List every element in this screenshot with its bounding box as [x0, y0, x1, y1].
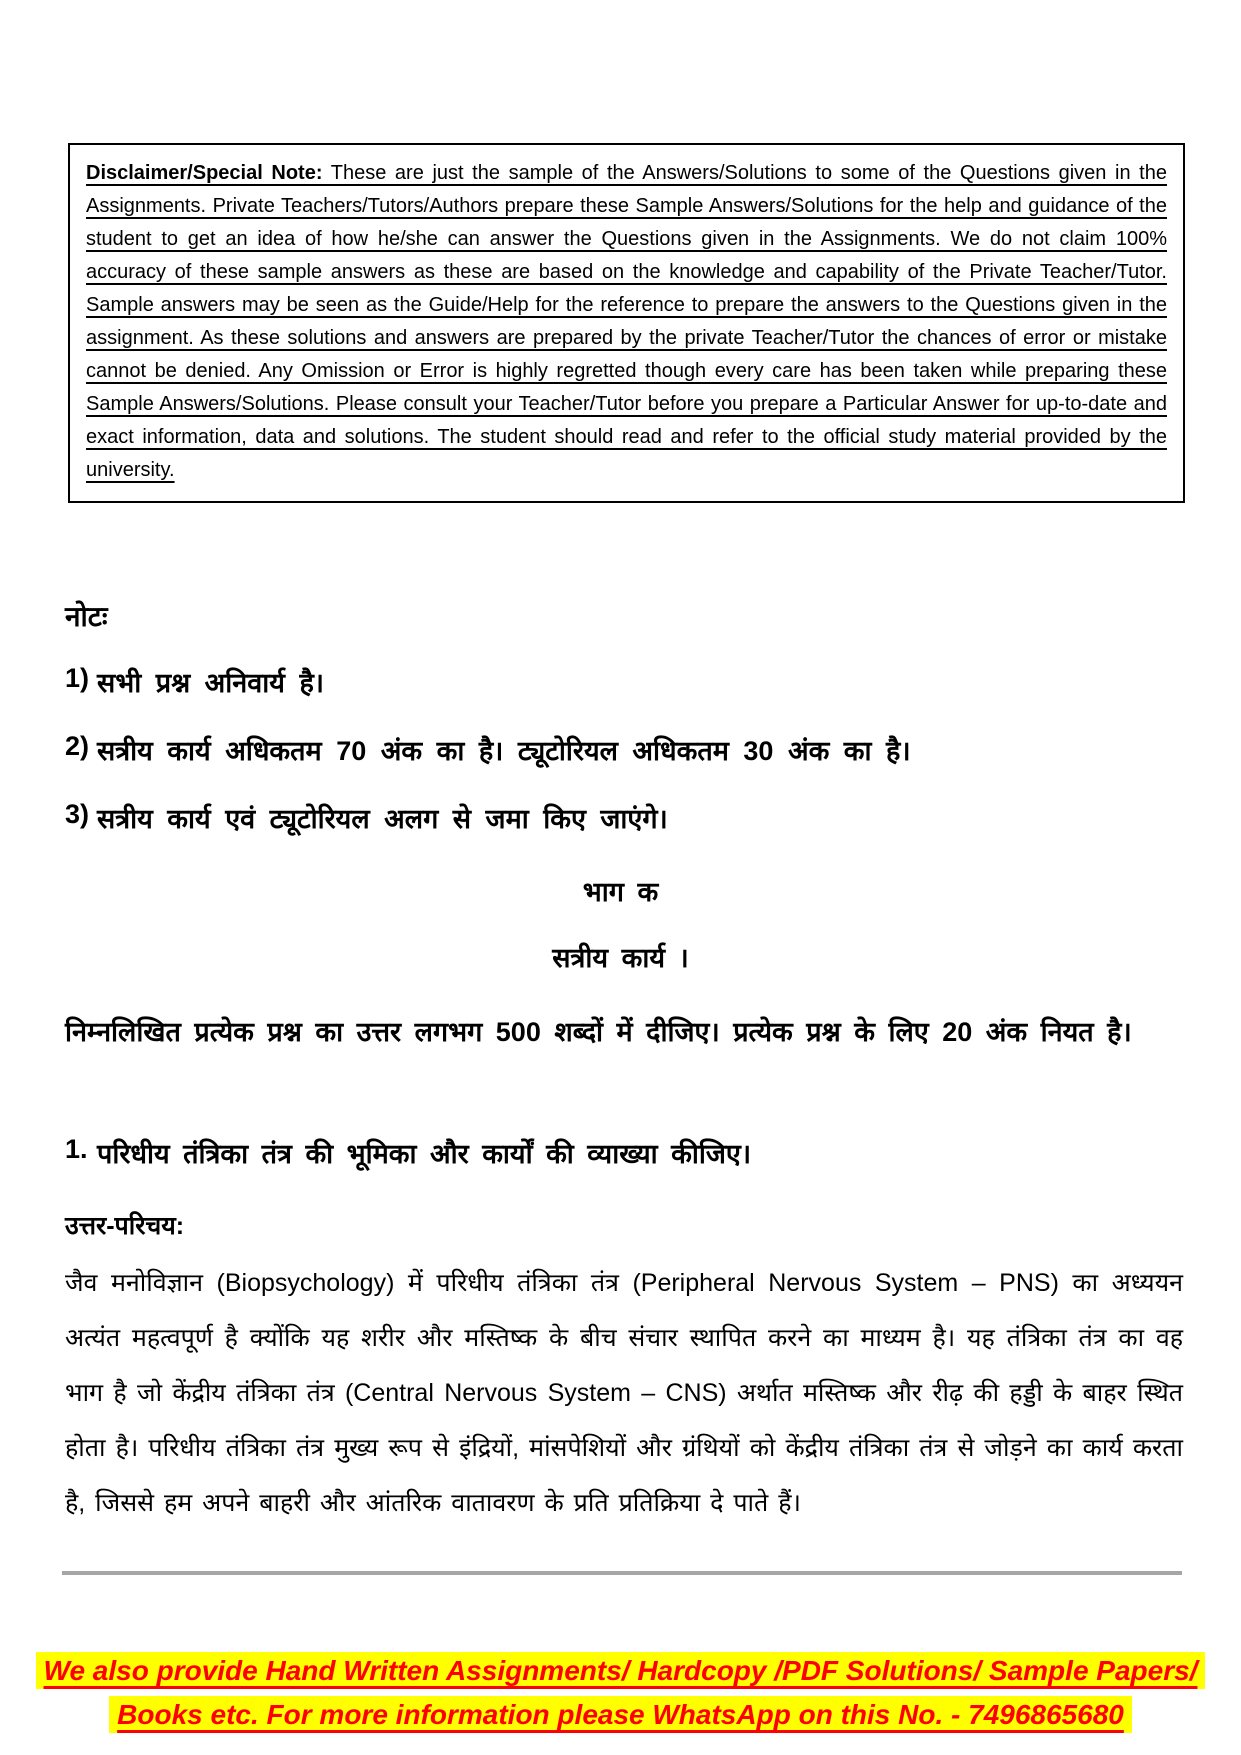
part-heading: भाग क [582, 877, 659, 907]
footer-line-2-text: Books etc. For more information please WhatsApp on this No. - 7496865680 [109, 1696, 1132, 1733]
disclaimer-body: These are just the sample of the Answers/Solutions to some of the Questions given in the Assignments. Private Teachers/Tutors/Authors prepare these Sample Answers/Solutions for the help and guidance of the student to get an idea of how he/she can answer the Questions given in the Assignments. We do not claim 100% accuracy of these sample answers as these are based on the knowledge and capability of the Private Teacher/Tutor. Sample answers may be seen as the Guide/Help for the reference to prepare the answers to the Questions given in the assignment. As these solutions and answers are prepared by the private Teacher/Tutor the chances of error or mistake cannot be denied. Any Omission or Error is highly regretted though every care has been taken while preparing these Sample Answers/Solutions. Please consult your Teacher/Tutor before you prepare a Particular Answer for up-to-date and exact information, data and solutions. The student should read and refer to the official study material provided by the university. [86, 162, 1167, 481]
note-item-text: सत्रीय कार्य अधिकतम 70 अंक का है। ट्यूटोरियल अधिकतम 30 अंक का है। [97, 736, 911, 766]
note-item-number: 3) [65, 799, 90, 829]
note-item [65, 663, 1185, 700]
note-item-text: सभी प्रश्न अनिवार्य है। [97, 668, 325, 698]
instructions-text: निम्नलिखित प्रत्येक प्रश्न का उत्तर लगभग 500 शब्दों में दीजिए। प्रत्येक प्रश्न के लिए 20 अंक नियत है। [65, 1017, 1132, 1047]
note-item-number: 1) [65, 663, 90, 693]
footer-line-1-text: We also provide Hand Written Assignments/ Hardcopy /PDF Solutions/ Sample Papers/ [36, 1652, 1206, 1689]
question-item [65, 1134, 1183, 1171]
note-item [65, 731, 1185, 768]
disclaimer-box [68, 143, 1185, 503]
answer-paragraph: जैव मनोविज्ञान (Biopsychology) में परिधीय तंत्रिका तंत्र (Peripheral Nervous System – PNS) का अध्ययन अत्यंत महत्वपूर्ण है क्योंकि यह शरीर और मस्तिष्क के बीच संचार स्थापित करने का माध्यम है। यह तंत्रिका तंत्र का वह भाग है जो केंद्रीय तंत्रिका तंत्र (Central Nervous System – CNS) अर्थात मस्तिष्क और रीढ़ की हड्डी के बाहर स्थित होता है। परिधीय तंत्रिका तंत्र मुख्य रूप से इंद्रियों, मांसपेशियों और ग्रंथियों को केंद्रीय तंत्रिका तंत्र से जोड़ने का कार्य करता है, जिससे हम अपने बाहरी और आंतरिक वातावरण के प्रति प्रतिक्रिया दे पाते हैं। [65, 1269, 1183, 1517]
question-text: परिधीय तंत्रिका तंत्र की भूमिका और कार्यों की व्याख्या कीजिए। [97, 1139, 752, 1169]
disclaimer-label: Disclaimer/Special Note: [86, 162, 323, 184]
footer-banner [0, 1650, 1241, 1738]
note-item [65, 799, 1185, 836]
disclaimer-text [86, 157, 1167, 487]
assignment-heading: सत्रीय कार्य । [552, 943, 689, 973]
answer-heading: उत्तर-परिचय: [65, 1212, 185, 1240]
footer-line-2 [0, 1694, 1241, 1735]
note-item-number: 2) [65, 731, 90, 761]
note-heading: नोटः [65, 601, 108, 632]
section-divider [62, 1571, 1182, 1575]
note-item-text: सत्रीय कार्य एवं ट्यूटोरियल अलग से जमा किए जाएंगे। [97, 804, 668, 834]
question-number: 1. [65, 1134, 88, 1164]
footer-line-1 [0, 1650, 1241, 1691]
